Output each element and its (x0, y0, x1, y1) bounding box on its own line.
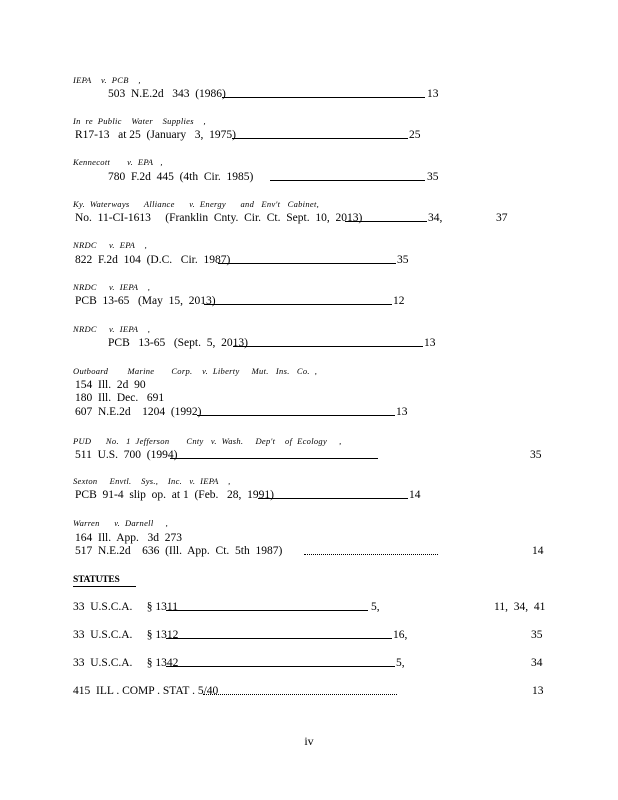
case-name: Ky. Waterways Alliance v. Energy and Env't Cabinet, (73, 199, 320, 209)
case-name: NRDC v. IEPA , (73, 282, 151, 292)
page-ref: 35 (530, 449, 542, 461)
leader-line (166, 666, 395, 667)
page-ref: 13 (427, 88, 439, 100)
leader-line (270, 180, 425, 181)
page-ref: 13 (424, 337, 436, 349)
case-citation: No. 11-CI-1613 (Franklin Cnty. Cir. Ct. Sept. 10, 2013) (75, 212, 363, 224)
case-citation: 164 Ill. App. 3d 273 (75, 532, 183, 544)
leader-line (232, 138, 408, 139)
case-name: Kennecott v. EPA , (73, 157, 163, 167)
page-ref: 14 (532, 545, 544, 557)
case-name: Warren v. Darnell , (73, 518, 169, 528)
page-ref: 35 (397, 254, 409, 266)
leader-line (304, 554, 438, 555)
page-ref: 16, (393, 629, 408, 641)
statute-cite: 33 U.S.C.A. § 1311 (73, 601, 178, 613)
page-ref: 35 (531, 629, 543, 641)
page-ref: 35 (427, 171, 439, 183)
leader-line (222, 97, 425, 98)
leader-line (345, 221, 427, 222)
case-name: Outboard Marine Corp. v. Liberty Mut. Ins. Co. , (73, 366, 318, 376)
case-name: NRDC v. IEPA , (73, 324, 151, 334)
case-name: NRDC v. EPA , (73, 240, 148, 250)
case-citation: 503 N.E.2d 343 (1986) (108, 88, 226, 100)
case-citation: 780 F.2d 445 (4th Cir. 1985) (108, 171, 254, 183)
leader-line (166, 610, 368, 611)
leader-line (233, 346, 423, 347)
case-name: PUD No. 1 Jefferson Cnty v. Wash. Dep't of Ecology , (73, 436, 342, 446)
case-name: In re Public Water Supplies , (73, 116, 206, 126)
case-citation: PCB 13-65 (May 15, 2013) (75, 295, 216, 307)
page-ref: 37 (496, 212, 508, 224)
case-name: IEPA v. PCB , (73, 75, 141, 85)
leader-line (203, 694, 397, 695)
case-citation: 517 N.E.2d 636 (Ill. App. Ct. 5th 1987) (75, 545, 283, 557)
heading-underline (73, 586, 136, 587)
page-ref: 5, (371, 601, 380, 613)
page-ref: 25 (409, 129, 421, 141)
leader-line (204, 304, 392, 305)
page-ref: 5, (396, 657, 405, 669)
case-citation: 180 Ill. Dec. 691 (75, 392, 165, 404)
page-ref: 12 (393, 295, 405, 307)
page-ref: 14 (409, 489, 421, 501)
page-number: iv (304, 734, 314, 748)
page-ref: 13 (396, 406, 408, 418)
statute-cite: 33 U.S.C.A. § 1312 (73, 629, 179, 641)
page-ref: 13 (532, 685, 544, 697)
case-citation: R17-13 at 25 (January 3, 1975) (75, 129, 236, 141)
statute-cite: 415 ILL . COMP . STAT . 5/40 (73, 685, 219, 697)
leader-line (218, 263, 396, 264)
statute-cite: 33 U.S.C.A. § 1342 (73, 657, 179, 669)
leader-line (197, 415, 395, 416)
case-citation: 822 F.2d 104 (D.C. Cir. 1987) (75, 254, 231, 266)
case-citation: 154 Ill. 2d 90 (75, 379, 146, 391)
page-ref: 11, 34, 41 (494, 601, 546, 613)
case-citation: PCB 13-65 (Sept. 5, 2013) (108, 337, 248, 349)
case-name: Sexton Envtl. Sys., Inc. v. IEPA , (73, 476, 231, 486)
case-citation: PCB 91-4 slip op. at 1 (Feb. 28, 1991) (75, 489, 275, 501)
page-ref: 34, (428, 212, 443, 224)
leader-line (170, 458, 378, 459)
page-ref: 34 (531, 657, 543, 669)
leader-line (166, 638, 392, 639)
case-citation: 607 N.E.2d 1204 (1992) (75, 406, 202, 418)
case-citation: 511 U.S. 700 (1994) (75, 449, 178, 461)
leader-line (258, 498, 408, 499)
section-heading-statutes: STATUTES (73, 575, 120, 585)
